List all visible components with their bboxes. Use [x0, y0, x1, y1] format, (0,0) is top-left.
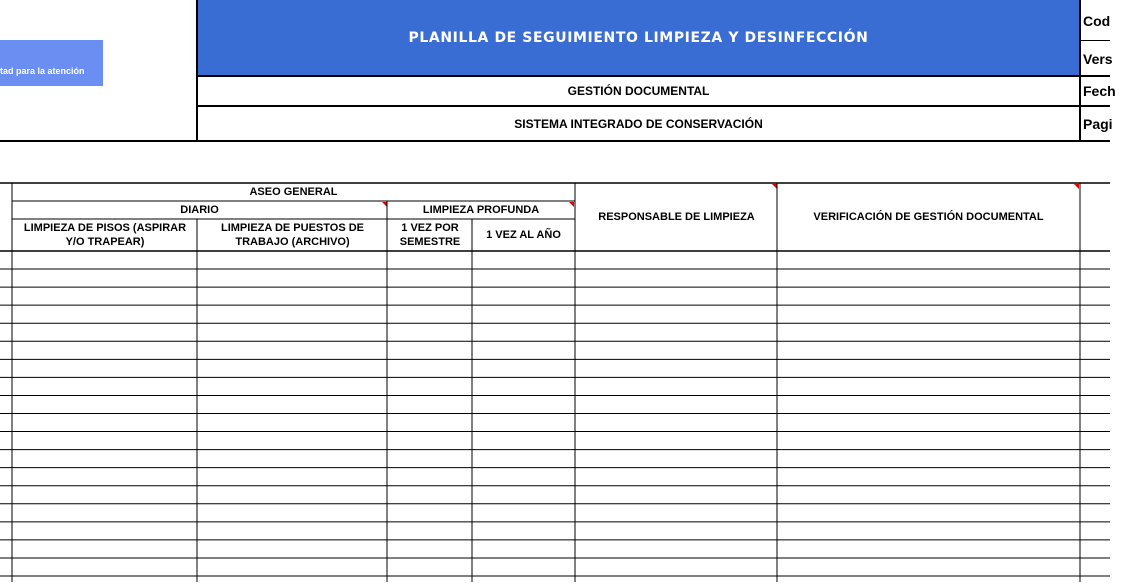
- col-header-semestre: 1 VEZ POR SEMESTRE: [399, 222, 461, 248]
- col-header-anio: 1 VEZ AL AÑO: [486, 229, 561, 241]
- side-label-codigo: Cod: [1083, 13, 1111, 29]
- logo-line-3: s víctimas: [0, 120, 44, 130]
- logo-line-1: tad para la atención: [0, 66, 85, 76]
- subtitle-gestion: GESTIÓN DOCUMENTAL: [567, 84, 710, 98]
- side-label-fecha: Fech: [1083, 83, 1116, 99]
- subtitle-sistema: SISTEMA INTEGRADO DE CONSERVACIÓN: [514, 116, 763, 131]
- logo-line-2: paración integral: [0, 93, 73, 103]
- page-title: PLANILLA DE SEGUIMIENTO LIMPIEZA Y DESINFECCIÓN: [197, 0, 1080, 76]
- side-label-version: Vers: [1083, 51, 1113, 67]
- col-header-pisos: LIMPIEZA DE PISOS (ASPIRAR Y/O TRAPEAR): [23, 222, 187, 248]
- col-header-puestos: LIMPIEZA DE PUESTOS DE TRABAJO (ARCHIVO): [220, 222, 365, 248]
- group-diario: DIARIO: [180, 204, 219, 216]
- group-aseo-general: ASEO GENERAL: [249, 186, 338, 198]
- col-header-responsable: RESPONSABLE DE LIMPIEZA: [598, 211, 755, 223]
- side-label-pagina: Pagi: [1083, 116, 1113, 132]
- group-limpieza-profunda: LIMPIEZA PROFUNDA: [422, 204, 540, 216]
- col-header-verificacion: VERIFICACIÓN DE GESTIÓN DOCUMENTAL: [813, 211, 1044, 223]
